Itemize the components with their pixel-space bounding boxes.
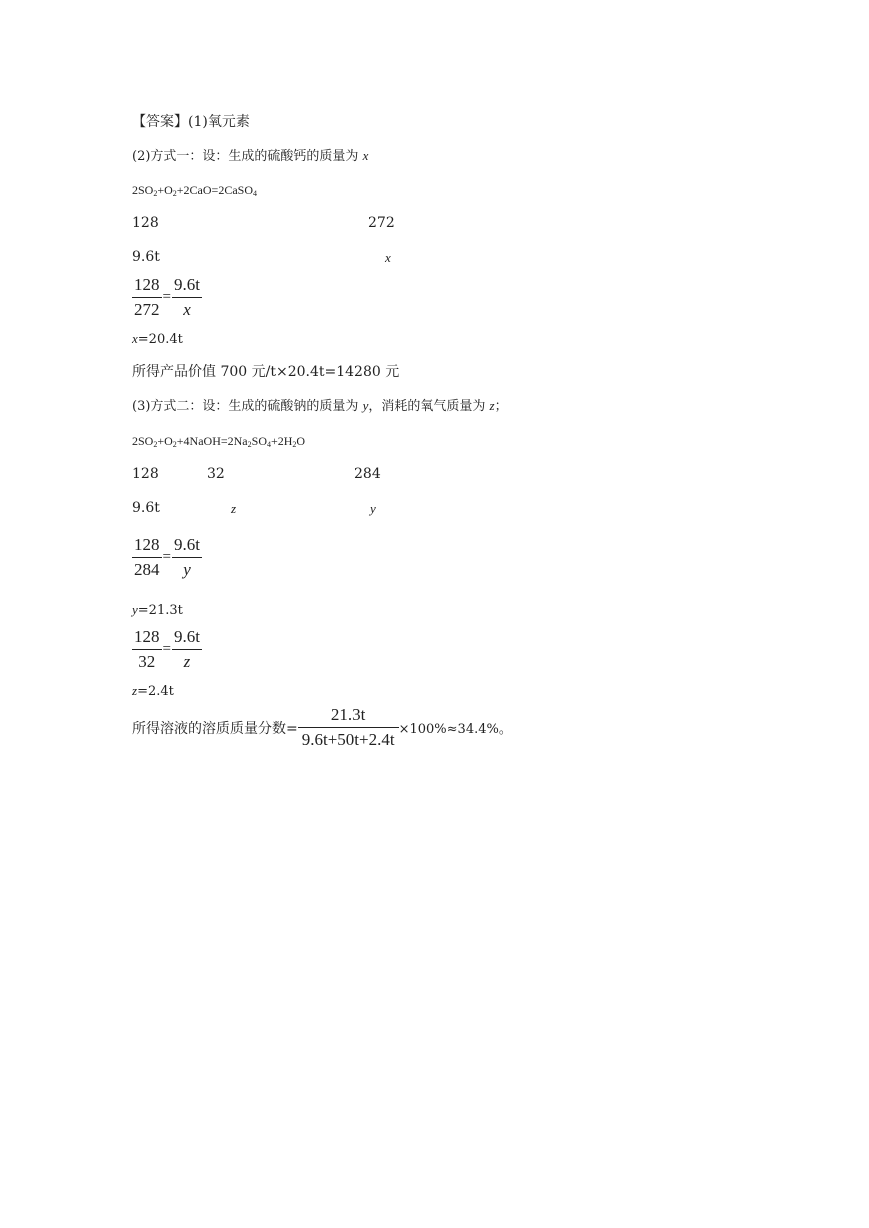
method2-final-fraction: 所得溶液的溶质质量分数= $\frac{21.3t}{9.6t+50t+2.4t}$ ×100%≈34.4%。 <box>132 705 512 749</box>
method2-unknown-z: z <box>231 501 237 516</box>
method2-given: 9.6t <box>132 500 160 516</box>
method2-mass-so2: 128 <box>132 466 159 482</box>
method1-result: x=20.4t <box>132 331 183 347</box>
method1-value-line: 所得产品价值 700 元/t×20.4t=14280 元 <box>132 364 400 380</box>
answer-label: 【答案】 <box>132 114 188 130</box>
method2-proportion-y: $\frac{128}{284}$ = $\frac{9.6t}{y}$ <box>134 535 200 579</box>
method1-proportion: $\frac{128}{272}$ = $\frac{9.6t}{x}$ <box>134 275 200 319</box>
method1-mass-so2: 128 <box>132 215 159 231</box>
method2-result-y: y=21.3t <box>132 602 183 618</box>
method1-equation: $2SO_2+O_2+2CaO=2CaSO_4$ <box>132 183 257 198</box>
method1-mass-caso4: 272 <box>368 215 395 231</box>
answer-heading <box>132 112 250 132</box>
method2-mass-o2: 32 <box>207 466 225 482</box>
method1-unknown: x <box>385 250 391 265</box>
method2-mass-na2so4: 284 <box>354 466 381 482</box>
method1-given: 9.6t <box>132 249 160 265</box>
method2-proportion-z: $\frac{128}{32}$ = $\frac{9.6t}{z}$ <box>134 627 200 671</box>
method2-equation: $2SO_2+O_2+4NaOH=2Na_2SO_4+2H_2O$ <box>132 434 306 449</box>
part1-text: (1)氧元素 <box>188 114 250 130</box>
method2-intro: (3)方式二：设：生成的硫酸钠的质量为 y，消耗的氧气质量为 z； <box>132 398 508 414</box>
method2-result-z: z=2.4t <box>132 683 174 699</box>
method2-unknown-y: y <box>370 501 376 516</box>
method1-intro: (2)方式一：设：生成的硫酸钙的质量为 x <box>132 148 369 164</box>
